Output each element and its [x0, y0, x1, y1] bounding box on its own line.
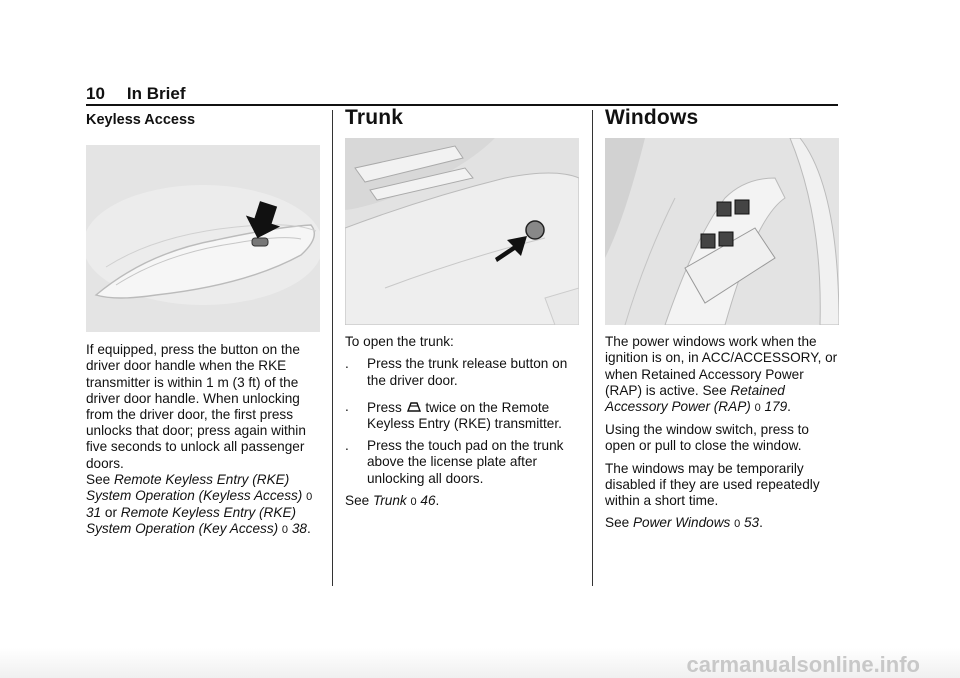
keyless-access-see-also: See Remote Keyless Entry (RKE) System Operation (Keyless Access) 0 31 or Remote Keyless Entry (RKE) System Operation (Key Access) 0 38.: [86, 471, 313, 537]
or-label: or: [104, 505, 117, 521]
trunk-step-text: twice on the Remote Keyless Entry (RKE) transmitter.: [367, 399, 562, 432]
trunk-step: [345, 356, 580, 388]
window-switch-illustration: [605, 138, 839, 325]
windows-description-text: The power windows work when the ignition is on, in ACC/ACCESSORY, or when Retained Accessory Power (RAP) is active. See: [605, 334, 838, 398]
page-ref-31[interactable]: 31: [86, 505, 102, 521]
page-ref-46[interactable]: 46: [420, 492, 436, 508]
page-ref-icon: 0: [306, 491, 313, 504]
page-ref-icon: 0: [754, 402, 761, 415]
trunk-step: [345, 399, 580, 432]
link-rap[interactable]: Retained Accessory Power (RAP): [605, 382, 785, 415]
keyless-access-description: If equipped, press the button on the driver door handle when the RKE transmitter is within 1 m (3 ft) of the driver door handle. When unlocking from the driver door, the first press unlocks that door; press again within five seconds to unlock all passenger doors.: [86, 342, 306, 471]
windows-disabled-text: The windows may be temporarily disabled if they are used repeatedly within a short time.: [605, 460, 820, 509]
watermark-band: [0, 648, 960, 678]
windows-heading: Windows: [605, 106, 699, 129]
watermark-text: carmanualsonline.info: [686, 652, 920, 677]
see-label: See: [605, 515, 630, 531]
trunk-heading: Trunk: [345, 106, 404, 129]
link-rke-keyless[interactable]: Remote Keyless Entry (RKE) System Operation (Keyless Access): [86, 471, 303, 504]
trunk-intro: To open the trunk:: [345, 334, 454, 350]
trunk-step: [345, 438, 580, 487]
bullet: .: [345, 398, 349, 414]
link-rke-key[interactable]: Remote Keyless Entry (RKE) System Operation (Key Access): [86, 505, 297, 537]
link-trunk[interactable]: Trunk: [372, 492, 407, 508]
trunk-column: [345, 106, 580, 516]
page-ref-179[interactable]: 179: [764, 399, 788, 415]
page-number: 10: [86, 84, 105, 103]
header-rule: [86, 104, 838, 106]
windows-column: [605, 106, 840, 538]
trunk-step-text: Press the touch pad on the trunk above the license plate after unlocking all doors.: [367, 438, 564, 486]
windows-description: The power windows work when the ignition is on, in ACC/ACCESSORY, or when Retained Accessory Power (RAP) is active. See Retained Accessory Power (RAP) 0 179.: [605, 334, 838, 415]
windows-see-also: See Power Windows 0 53.: [605, 515, 763, 531]
page-ref-icon: 0: [734, 518, 741, 531]
section-title: In Brief: [126, 84, 186, 103]
page-ref-icon: 0: [281, 524, 289, 537]
column-divider: [592, 110, 593, 586]
page-ref-38[interactable]: 38: [291, 521, 307, 537]
page-header: [86, 84, 838, 104]
page-ref-53[interactable]: 53: [744, 515, 760, 531]
trunk-see-also: See Trunk 0 46.: [345, 492, 440, 508]
trunk-icon: [406, 399, 422, 415]
trunk-step-text: Press: [367, 399, 402, 415]
bullet: .: [345, 356, 349, 372]
keyless-access-heading: Keyless Access: [86, 112, 196, 128]
see-label: See: [345, 492, 370, 508]
windows-switch-text: Using the window switch, press to open or pull to close the window.: [605, 422, 809, 454]
link-power-windows[interactable]: Power Windows: [632, 515, 731, 531]
door-handle-illustration: [86, 145, 320, 332]
see-label: See: [86, 471, 111, 487]
bullet: .: [345, 438, 349, 454]
keyless-access-column: [86, 110, 320, 545]
trunk-step-text: Press the trunk release button on the driver door.: [367, 356, 568, 388]
trunk-release-illustration: [345, 138, 579, 325]
page-ref-icon: 0: [410, 495, 417, 508]
column-divider: [332, 110, 333, 586]
